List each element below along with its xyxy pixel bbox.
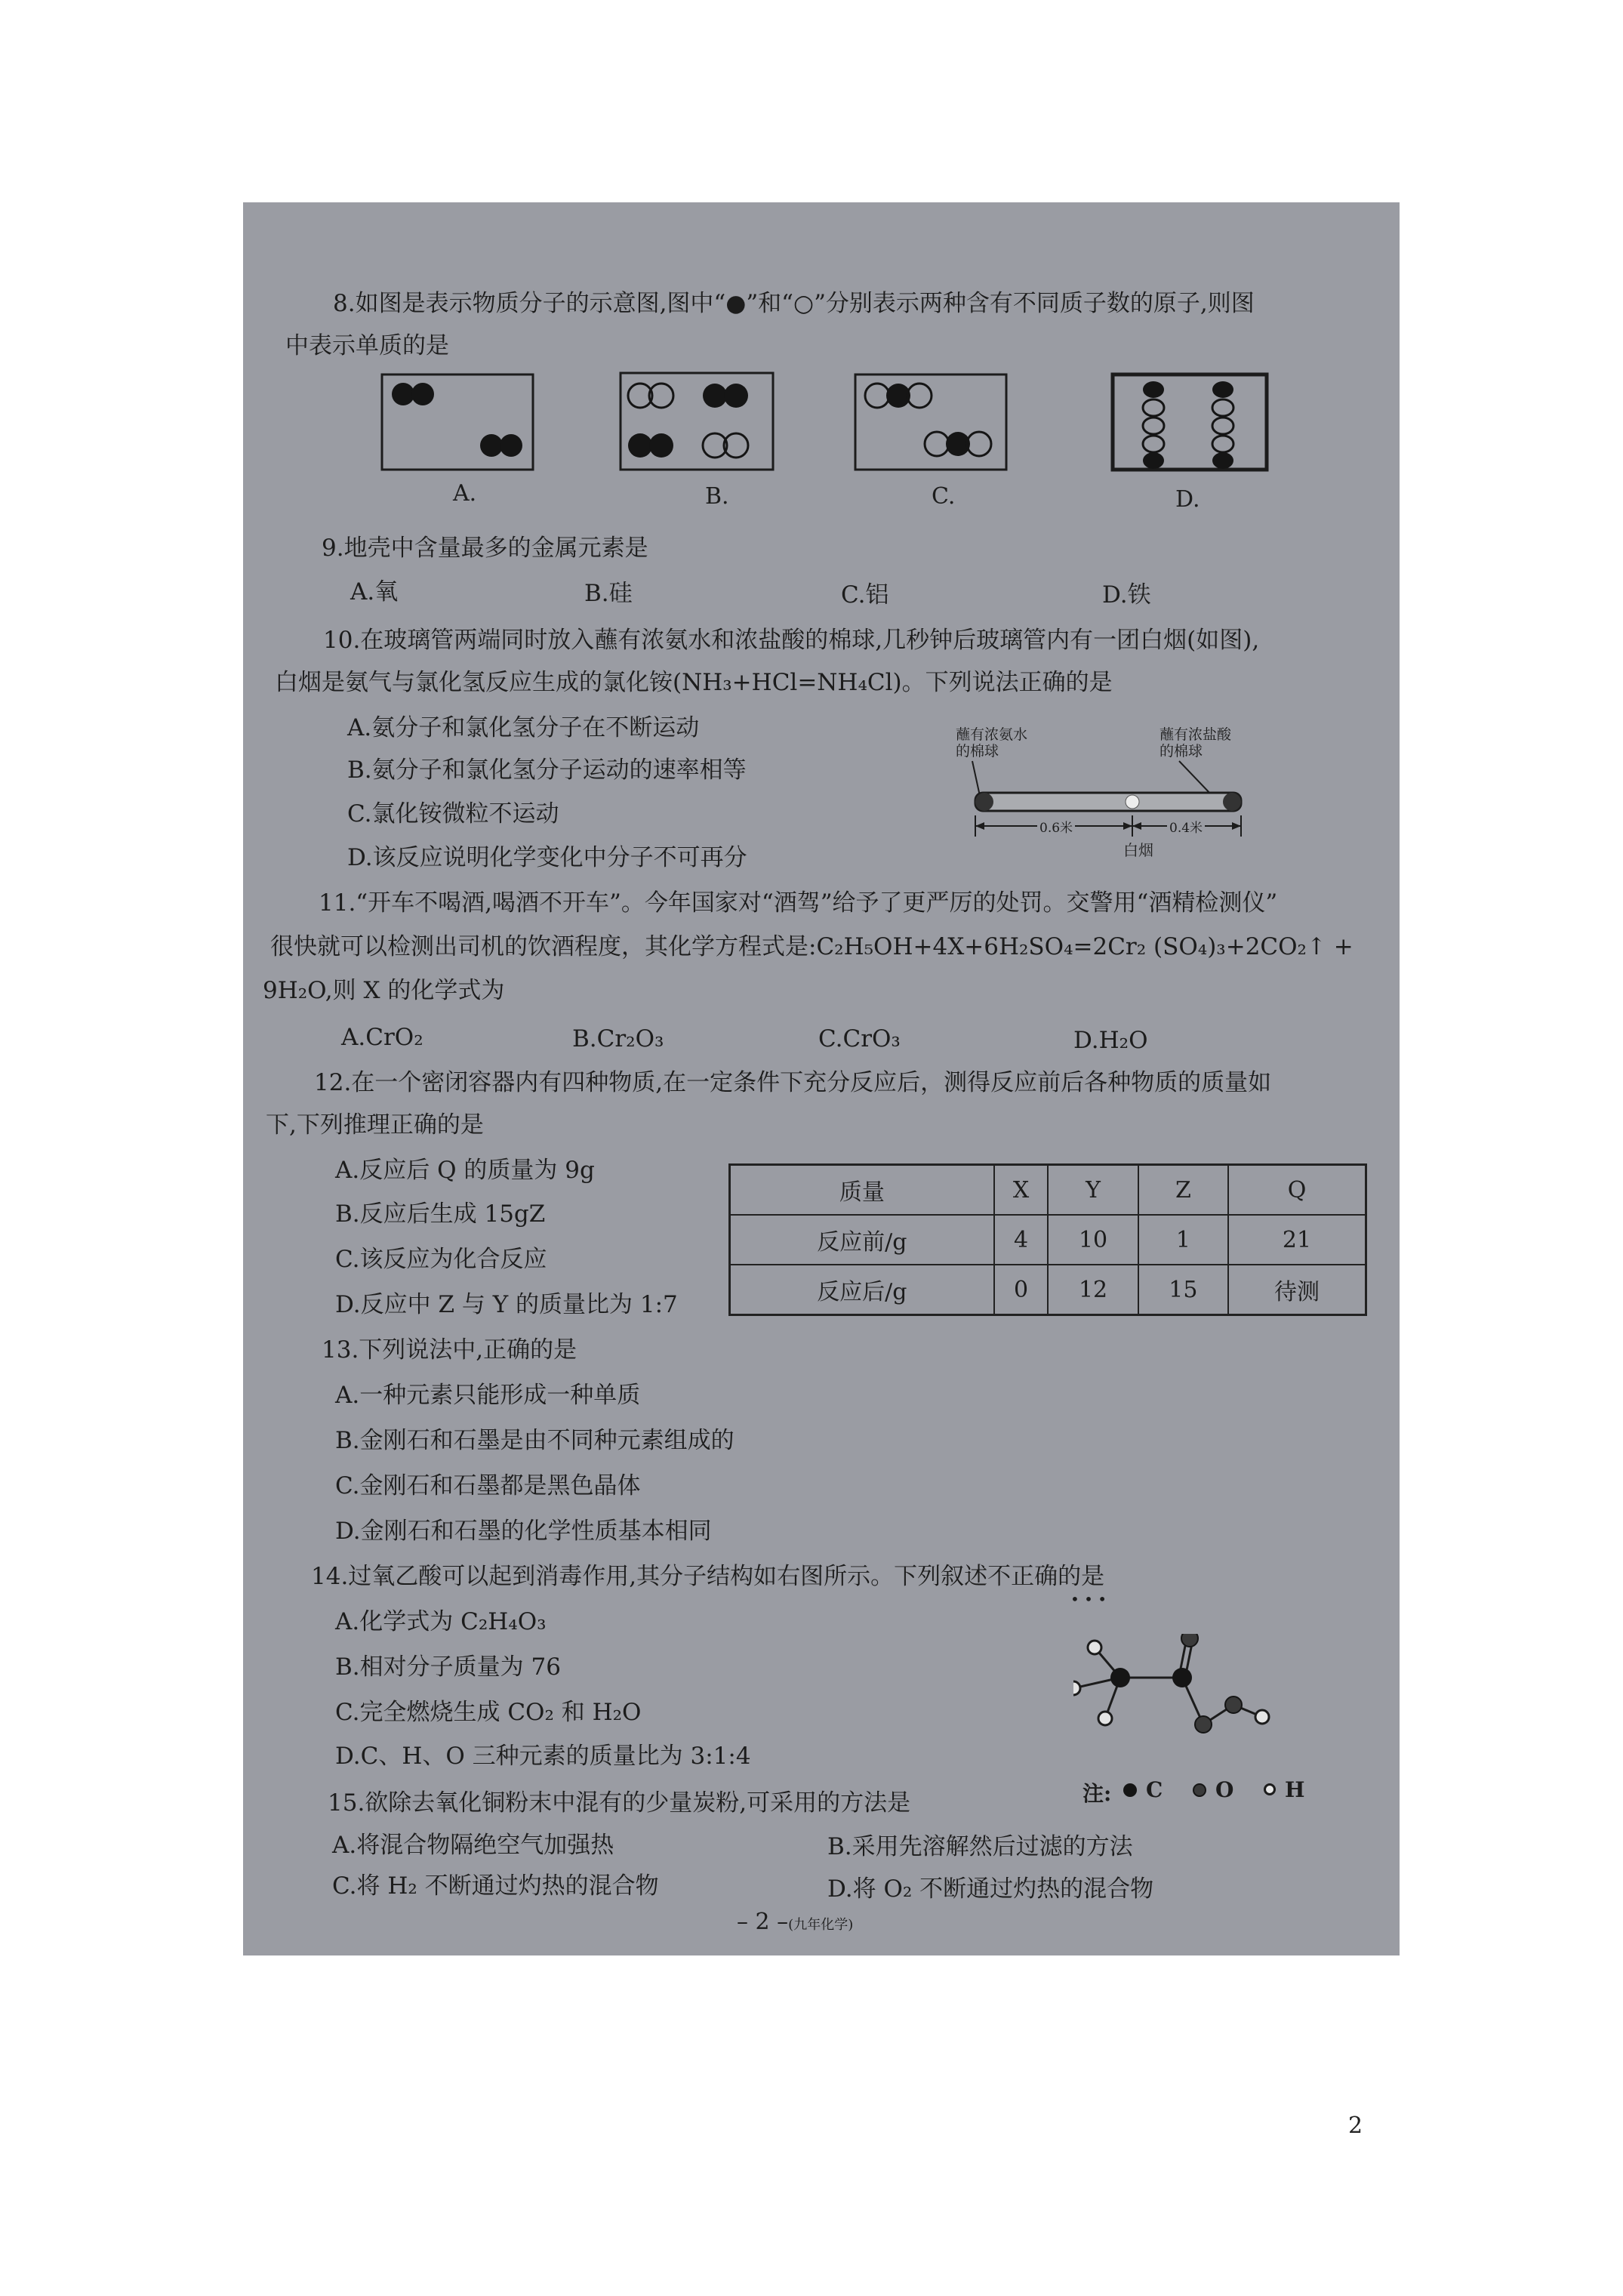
q15-option-d: D.将 O₂ 不断通过灼热的混合物 [827, 1875, 1154, 1903]
q13-option-a: A.一种元素只能形成一种单质 [335, 1382, 641, 1409]
q12-option-b: B.反应后生成 15gZ [335, 1200, 546, 1228]
legend-carbon: C [1146, 1777, 1163, 1802]
q8-option-d-label: D. [1175, 486, 1200, 513]
q15-option-c: C.将 H₂ 不断通过灼热的混合物 [332, 1872, 659, 1900]
oxygen-legend-icon [1193, 1783, 1206, 1797]
q10-glass-tube-figure [953, 726, 1315, 885]
q8-stem-line2: 中表示单质的是 [285, 332, 449, 359]
q15-option-a: A.将混合物隔绝空气加强热 [332, 1832, 614, 1859]
q9-stem: 9.地壳中含量最多的金属元素是 [322, 535, 648, 562]
legend-note: 注: [1083, 1781, 1112, 1806]
hydrogen-atom [1088, 1641, 1101, 1654]
hcl-cotton-label: 蘸有浓盐酸 的棉球 [1160, 726, 1232, 760]
oxygen-atom [1181, 1634, 1198, 1647]
exam-page-footer [737, 1907, 853, 1940]
table-header-cell: Q [1228, 1165, 1366, 1216]
q11-option-a: A.CrO₂ [341, 1024, 423, 1051]
q10-stem-line2: 白烟是氨气与氯化氢反应生成的氯化铵(NH₃+HCl=NH₄Cl)。下列说法正确的是 [275, 669, 1113, 696]
hydrogen-atom [1073, 1681, 1080, 1695]
q8-option-b-label: B. [705, 483, 729, 510]
q11-option-b: B.Cr₂O₃ [572, 1025, 664, 1052]
ammonia-cotton-label: 蘸有浓氨水 的棉球 [956, 726, 1028, 760]
legend-hydrogen: H [1285, 1777, 1305, 1802]
q9-option-d: D.铁 [1102, 581, 1151, 609]
table-cell: 10 [1048, 1215, 1138, 1265]
q12-stem-line1: 12.在一个密闭容器内有四种物质,在一定条件下充分反应后，测得反应前后各种物质的质量如 [314, 1069, 1272, 1096]
left-distance-label: 0.6米 [1037, 817, 1075, 836]
hcl-cotton-ball [1223, 793, 1241, 811]
table-cell: 0 [994, 1265, 1049, 1315]
table-cell: 12 [1048, 1265, 1138, 1315]
oxygen-atom [1225, 1697, 1242, 1713]
option-a-diagram [382, 374, 533, 470]
q14-option-b: B.相对分子质量为 76 [335, 1653, 561, 1681]
hydrogen-legend-icon [1264, 1783, 1276, 1795]
table-row [730, 1215, 1366, 1265]
option-d-diagram [1113, 374, 1267, 470]
q10-option-c: C.氯化铵微粒不运动 [347, 800, 559, 827]
table-row [730, 1265, 1366, 1315]
glass-tube [975, 793, 1241, 811]
hydrogen-atom [1098, 1712, 1112, 1725]
table-cell: 待测 [1228, 1265, 1366, 1315]
ammonia-cotton-ball [975, 793, 993, 811]
table-cell: 1 [1138, 1215, 1228, 1265]
q11-option-d: D.H₂O [1073, 1027, 1148, 1054]
white-smoke-label: 白烟 [1123, 841, 1153, 859]
q15-stem: 15.欲除去氧化铜粉末中混有的少量炭粉,可采用的方法是 [328, 1789, 911, 1817]
table-header-cell: 质量 [730, 1165, 994, 1216]
table-cell: 21 [1228, 1215, 1366, 1265]
scanned-exam-page [243, 202, 1400, 1955]
table-header-cell: X [994, 1165, 1049, 1216]
hydrogen-atom [1255, 1710, 1269, 1724]
table-cell: 反应后/g [730, 1265, 994, 1315]
footer-subject: (九年化学) [788, 1917, 854, 1933]
q12-option-a: A.反应后 Q 的质量为 9g [335, 1157, 595, 1184]
carbon-atom [1110, 1668, 1130, 1687]
q14-option-d: D.C、H、O 三种元素的质量比为 3:1:4 [335, 1743, 751, 1770]
q8-molecule-diagrams [243, 365, 1400, 532]
q13-option-b: B.金刚石和石墨是由不同种元素组成的 [335, 1427, 735, 1454]
q12-stem-line2: 下,下列推理正确的是 [266, 1111, 484, 1139]
white-smoke [1126, 795, 1139, 809]
footer-page-number: – 2 – [737, 1909, 789, 1935]
document-page-number: 2 [1348, 2113, 1363, 2139]
q8-option-a-label: A. [453, 480, 477, 507]
q11-stem-line3: 9H₂O,则 X 的化学式为 [263, 977, 505, 1004]
q13-stem: 13.下列说法中,正确的是 [322, 1336, 577, 1364]
q14-stem: 14.过氧乙酸可以起到消毒作用,其分子结构如右图所示。下列叙述不正确的是 [311, 1563, 1105, 1590]
q9-option-b: B.硅 [584, 580, 633, 607]
option-b-diagram [621, 373, 773, 470]
q13-option-c: C.金刚石和石墨都是黑色晶体 [335, 1472, 641, 1499]
q9-option-a: A.氧 [350, 578, 399, 606]
peracetic-acid-structure [1073, 1634, 1330, 1785]
table-header-cell: Z [1138, 1165, 1228, 1216]
q10-option-d: D.该反应说明化学变化中分子不可再分 [347, 844, 747, 871]
q12-mass-table [728, 1163, 1367, 1316]
q9-option-c: C.铝 [841, 581, 889, 609]
q8-option-c-label: C. [932, 483, 956, 510]
table-header-cell: Y [1048, 1165, 1138, 1216]
table-cell: 15 [1138, 1265, 1228, 1315]
oxygen-atom [1195, 1716, 1212, 1733]
option-c-diagram [855, 374, 1006, 470]
q14-option-c: C.完全燃烧生成 CO₂ 和 H₂O [335, 1699, 642, 1726]
q8-stem-line1: 8.如图是表示物质分子的示意图,图中“●”和“○”分别表示两种含有不同质子数的原子,则图 [333, 290, 1255, 317]
q10-option-b: B.氨分子和氯化氢分子运动的速率相等 [347, 757, 747, 784]
table-cell: 4 [994, 1215, 1049, 1265]
right-distance-label: 0.4米 [1167, 817, 1205, 836]
carbon-atom [1172, 1668, 1192, 1687]
q10-stem-line1: 10.在玻璃管两端同时放入蘸有浓氨水和浓盐酸的棉球,几秒钟后玻璃管内有一团白烟(如图), [323, 627, 1260, 654]
q11-stem-line2: 很快就可以检测出司机的饮酒程度，其化学方程式是:C₂H₅OH+4X+6H₂SO₄=2Cr₂ (SO₄)₃+2CO₂↑ + [270, 933, 1354, 960]
carbon-legend-icon [1123, 1783, 1137, 1797]
q14-emphasis-dots: • • • [1070, 1590, 1107, 1608]
q15-option-b: B.采用先溶解然后过滤的方法 [827, 1833, 1133, 1860]
q12-option-d: D.反应中 Z 与 Y 的质量比为 1:7 [335, 1291, 678, 1318]
q11-option-c: C.CrO₃ [818, 1025, 901, 1052]
q12-option-c: C.该反应为化合反应 [335, 1246, 547, 1273]
q14-option-a: A.化学式为 C₂H₄O₃ [335, 1608, 547, 1635]
q13-option-d: D.金刚石和石墨的化学性质基本相同 [335, 1518, 712, 1545]
q11-stem-line1: 11.“开车不喝酒,喝酒不开车”。今年国家对“酒驾”给予了更严厉的处罚。交警用“酒精检测仪” [319, 889, 1278, 917]
structure-legend [1083, 1774, 1354, 1804]
q10-option-a: A.氨分子和氯化氢分子在不断运动 [347, 714, 700, 741]
legend-oxygen: O [1215, 1777, 1234, 1802]
table-header-row [730, 1165, 1366, 1216]
table-cell: 反应前/g [730, 1215, 994, 1265]
